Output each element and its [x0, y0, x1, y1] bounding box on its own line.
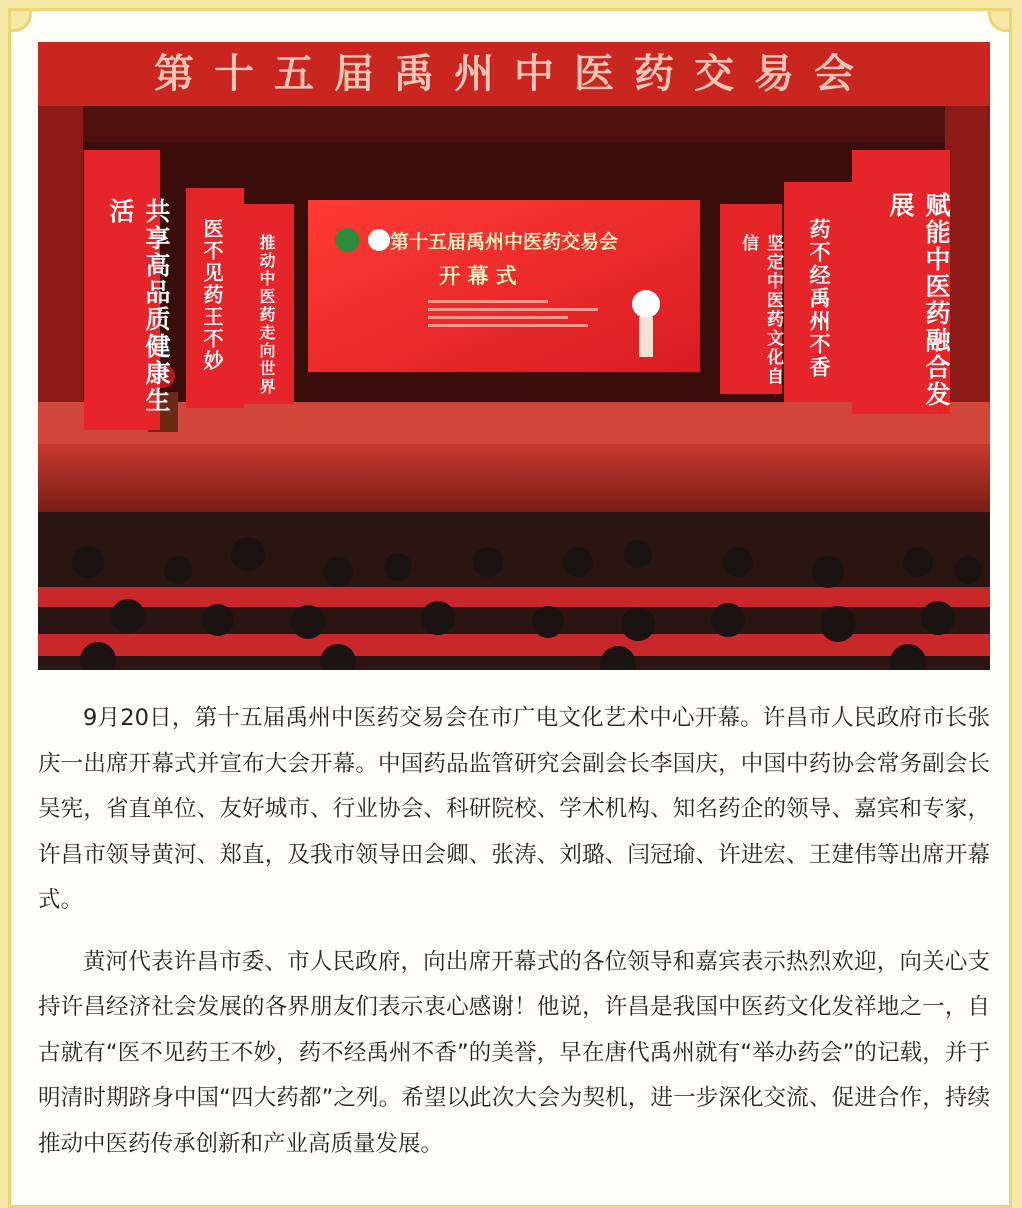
screen-subtitle: 开 幕 式	[439, 264, 517, 288]
article-paragraph: 9月20日，第十五届禹州中医药交易会在市广电文化艺术中心开幕。许昌市人民政府市长张庆一出席开幕式并宣布大会开幕。中国药品监管研究会副会长李国庆，中国中药协会常务副会长吴宪，省直单位、友好城市、行业协会、科研院校、学术机构、知名药企的领导、嘉宾和专家，许昌市领导黄河、郑直，及我市领导田会卿、张涛、刘璐、闫冠瑜、许进宏、王建伟等出席开幕式。	[38, 705, 990, 913]
right-panel-2: 药不经禹州不香	[784, 182, 854, 402]
frame-corner-ornament	[988, 8, 1012, 32]
frame-corner-ornament	[8, 8, 32, 32]
left-panel-1: 共享高品质健康生活	[84, 150, 160, 430]
left-panel-2: 医不见药王不妙	[186, 188, 244, 408]
banner-text: 第十五届禹州中医药交易会	[154, 51, 874, 97]
screen-title: 第十五届禹州中医药交易会	[389, 231, 619, 253]
event-photo	[38, 42, 990, 670]
right-panel-1: 坚定中医药文化自信	[720, 204, 782, 394]
article-body	[38, 696, 990, 1183]
right-panel-3: 赋能中医药融合发展	[852, 150, 950, 414]
article-paragraph: 黄河代表许昌市委、市人民政府，向出席开幕式的各位领导和嘉宾表示热烈欢迎，向关心支持许昌经济社会发展的各界朋友们表示衷心感谢！他说，许昌是我国中医药文化发祥地之一，自古就有“医不见药王不妙，药不经禹州不香”的美誉，早在唐代禹州就有“举办药会”的记载，并于明清时期跻身中国“四大药都”之列。希望以此次大会为契机，进一步深化交流、促进合作，持续推动中医药传承创新和产业高质量发展。	[38, 948, 990, 1157]
left-panel-3: 推动中医药走向世界	[244, 204, 294, 404]
